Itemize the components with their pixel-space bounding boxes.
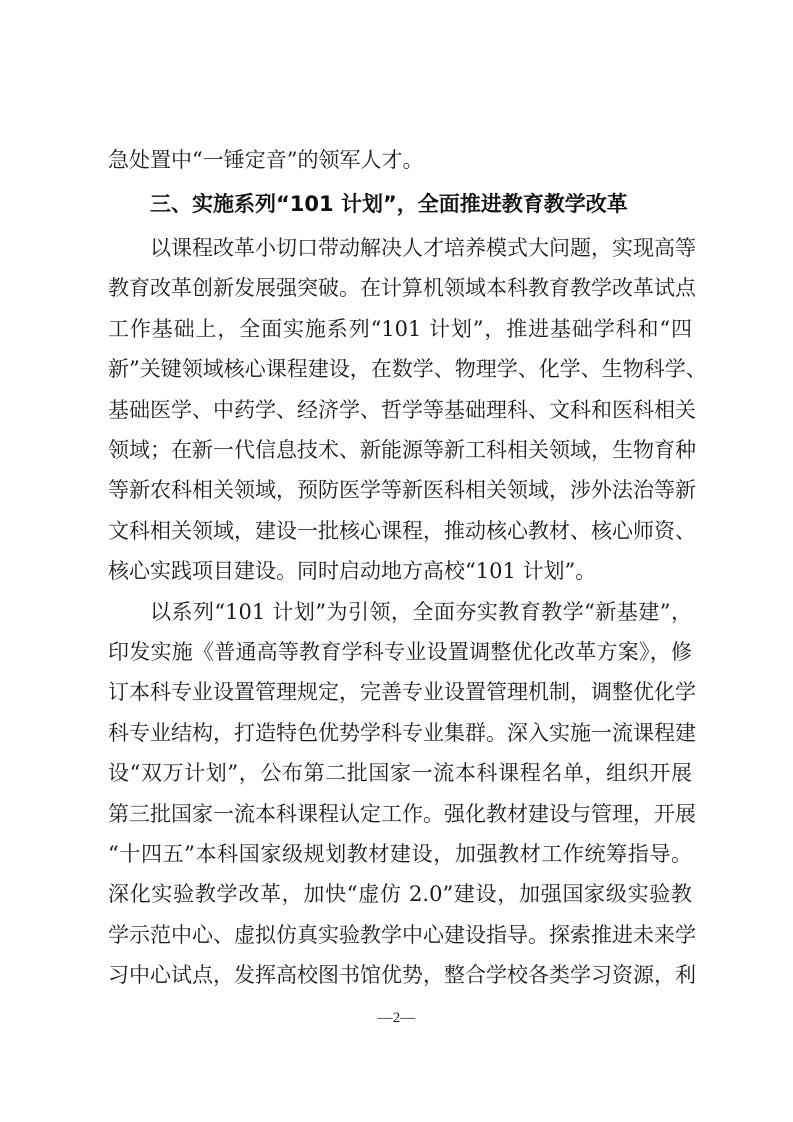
paragraph-line: 订本科专业设置管理规定，完善专业设置管理机制，调整优化学: [108, 680, 696, 704]
paragraph-line: 基础医学、中药学、经济学、哲学等基础理科、文科和医科相关: [108, 398, 696, 422]
paragraph-line: 新”关键领域核心课程建设，在数学、物理学、化学、生物科学、: [108, 357, 707, 381]
paragraph-line: 文科相关领域，建设一批核心课程，推动核心教材、核心师资、: [108, 519, 696, 543]
paragraph-line: 学示范中心、虚拟仿真实验教学中心建设指导。探索推进未来学: [108, 923, 696, 947]
paragraph-line: 教育改革创新发展强突破。在计算机领域本科教育教学改革试点: [108, 276, 696, 300]
paragraph-line: 等新农科相关领域，预防医学等新医科相关领域，涉外法治等新: [108, 478, 696, 502]
paragraph-line: 领域；在新一代信息技术、新能源等新工科相关领域，生物育种: [108, 438, 696, 462]
paragraph-line: 核心实践项目建设。同时启动地方高校“101 计划”。: [108, 559, 597, 583]
paragraph-line: 科专业结构，打造特色优势学科专业集群。深入实施一流课程建: [108, 721, 696, 745]
paragraph-line: 第三批国家一流本科课程认定工作。强化教材建设与管理，开展: [108, 802, 696, 826]
paragraph-line: 设“双万计划”，公布第二批国家一流本科课程名单，组织开展: [108, 761, 692, 785]
page-number: —2—: [377, 1010, 416, 1026]
paragraph-line: 印发实施《普通高等教育学科专业设置调整优化改革方案》，修: [108, 640, 692, 664]
paragraph-line: 以课程改革小切口带动解决人才培养模式大问题，实现高等: [150, 236, 696, 260]
paragraph-line: “十四五”本科国家级规划教材建设，加强教材工作统筹指导。: [108, 842, 692, 866]
paragraph-line: 以系列“101 计划”为引领，全面夯实教育教学“新基建”，: [150, 600, 692, 624]
paragraph-line: 急处置中“一锤定音”的领军人才。: [108, 148, 424, 172]
paragraph-line: 习中心试点，发挥高校图书馆优势，整合学校各类学习资源，利: [108, 963, 696, 987]
section-heading: 三、实施系列“101 计划”，全面推进教育教学改革: [150, 192, 628, 216]
paragraph-line: 深化实验教学改革，加快“虚仿 2.0”建设，加强国家级实验教: [108, 882, 692, 906]
paragraph-line: 工作基础上，全面实施系列“101 计划”，推进基础学科和“四: [108, 317, 692, 341]
